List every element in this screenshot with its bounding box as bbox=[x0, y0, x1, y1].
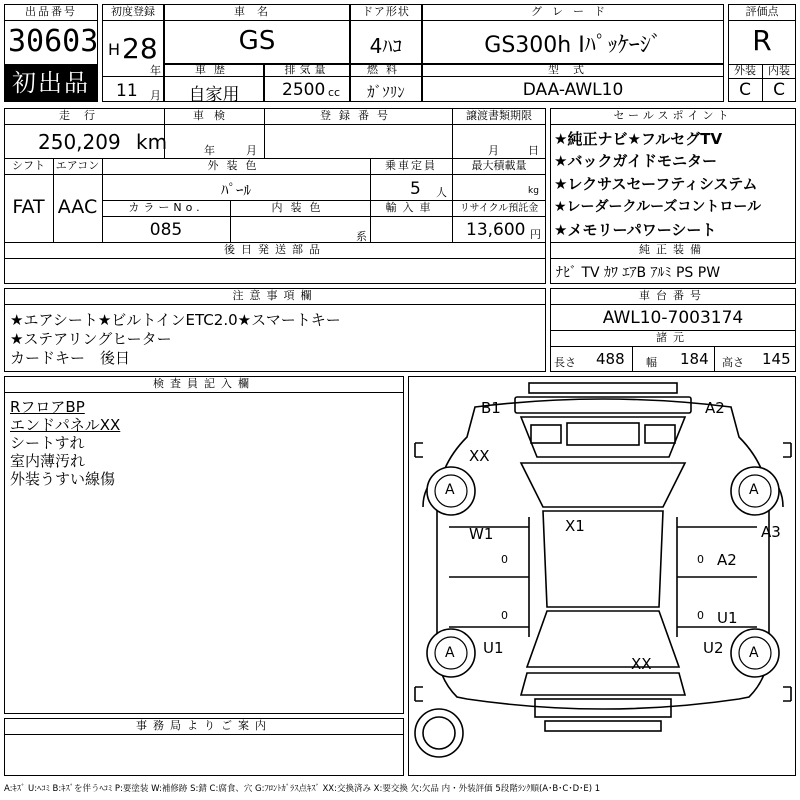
mark-u1-right: U1 bbox=[717, 609, 738, 627]
inspection-month-unit: 月 bbox=[246, 144, 257, 157]
lot-label: 出品番号 bbox=[25, 5, 77, 18]
dimensions-label: 諸元 bbox=[656, 331, 690, 344]
mark-a-left: A bbox=[445, 482, 455, 498]
office-label: 事務局よりご案内 bbox=[136, 719, 272, 732]
model-label: 車名 bbox=[234, 5, 280, 18]
transfer-day: 日 bbox=[528, 144, 539, 157]
sales-point-item: ★メモリーパワーシート bbox=[554, 221, 717, 239]
mark-xx-bottom: XX bbox=[631, 655, 652, 673]
height-label: 高さ bbox=[722, 356, 744, 369]
history-label: 車歴 bbox=[195, 63, 233, 76]
era: H bbox=[108, 40, 121, 59]
reg-year-unit: 年 bbox=[150, 64, 161, 77]
displacement-label: 排気量 bbox=[284, 63, 330, 76]
lot-number: 30603 bbox=[8, 24, 99, 59]
fuel-label: 燃料 bbox=[367, 63, 405, 76]
score-label: 評価点 bbox=[745, 5, 779, 18]
color-no-label: カラーNo. bbox=[128, 201, 204, 214]
int-color-unit: 系 bbox=[356, 230, 367, 243]
model-type: DAA-AWL10 bbox=[522, 80, 624, 100]
capacity-label: 乗車定員 bbox=[385, 159, 437, 172]
inspector-line: シートすれ bbox=[10, 434, 85, 452]
recycle-unit: 円 bbox=[530, 228, 541, 241]
mark-a-bottom-left: A bbox=[445, 645, 455, 661]
mark-a2-top: A2 bbox=[705, 399, 725, 417]
mark-u1-left: U1 bbox=[483, 639, 504, 657]
sales-point-item: ★純正ナビ★フルセグTV bbox=[554, 130, 723, 148]
score: R bbox=[752, 24, 772, 57]
int-color-label: 内装色 bbox=[271, 201, 329, 214]
later-parts-label: 後日発送部品 bbox=[224, 243, 326, 256]
mark-x1: X1 bbox=[565, 517, 585, 535]
mark-zero: 0 bbox=[697, 553, 704, 566]
equipment: ﾅﾋﾞ TV ｶﾜ ｴｱB ｱﾙﾐ PS PW bbox=[556, 265, 721, 281]
shift-label: シフト bbox=[12, 159, 45, 172]
capacity-unit: 人 bbox=[436, 186, 447, 199]
int-label: 内装 bbox=[768, 64, 790, 77]
mark-xx-top: XX bbox=[469, 447, 490, 465]
transfer-month: 月 bbox=[488, 144, 499, 157]
load-unit: kg bbox=[528, 186, 539, 196]
door-type: 4ﾊｺ bbox=[369, 34, 403, 58]
mark-b1: B1 bbox=[481, 399, 501, 417]
note-line: カードキー 後日 bbox=[10, 349, 131, 367]
ac-label: エアコン bbox=[55, 159, 100, 172]
inspector-line: RフロアBP bbox=[10, 398, 85, 416]
ac: AAC bbox=[57, 196, 98, 218]
displacement-unit: cc bbox=[328, 86, 341, 99]
reg-month: 11 bbox=[116, 81, 138, 101]
transfer-label: 譲渡書類期限 bbox=[466, 109, 532, 122]
import-label: 輸入車 bbox=[385, 201, 437, 214]
width-label: 幅 bbox=[646, 356, 657, 369]
mark-a2-right: A2 bbox=[717, 551, 737, 569]
mark-a-bottom-right: A bbox=[749, 645, 759, 661]
note-line: ★エアシート★ビルトインETC2.0★スマートキー bbox=[10, 311, 341, 329]
inspector-line: 外装うすい線傷 bbox=[10, 470, 116, 488]
color-no: 085 bbox=[149, 220, 183, 240]
length-label: 長さ bbox=[554, 356, 576, 369]
chassis-number: AWL10-7003174 bbox=[602, 308, 744, 328]
mark-a-right: A bbox=[749, 482, 759, 498]
model-name: GS bbox=[238, 26, 276, 56]
grade: GS300h Iﾊﾟｯｹｰｼﾞ bbox=[484, 33, 662, 58]
ext-color-label: 外装色 bbox=[207, 159, 265, 172]
inspector-label: 検査員記入欄 bbox=[153, 377, 255, 390]
door-label: ドア形状 bbox=[362, 5, 410, 18]
mark-zero: 0 bbox=[697, 609, 704, 622]
history: 自家用 bbox=[188, 85, 240, 105]
length: 488 bbox=[596, 350, 625, 368]
car-outline bbox=[409, 377, 797, 777]
int-grade: C bbox=[773, 80, 785, 100]
ext-grade: C bbox=[739, 80, 751, 100]
mark-u2: U2 bbox=[703, 639, 724, 657]
ext-color: ﾊﾟｰﾙ bbox=[220, 181, 251, 199]
damage-diagram bbox=[408, 376, 796, 776]
inspector-line: 室内薄汚れ bbox=[10, 452, 86, 470]
mark-w1: W1 bbox=[469, 525, 494, 543]
inspector-line: エンドパネルXX bbox=[10, 416, 121, 434]
width: 184 bbox=[680, 350, 709, 368]
height: 145 bbox=[762, 350, 791, 368]
reg-number-label: 登録番号 bbox=[320, 109, 396, 122]
displacement: 2500 bbox=[282, 80, 326, 100]
fuel: ｶﾞｿﾘﾝ bbox=[367, 83, 405, 101]
sales-point-item: ★レーダークルーズコントロール bbox=[554, 199, 762, 215]
load-label: 最大積載量 bbox=[471, 159, 527, 172]
notes-label: 注意事項欄 bbox=[232, 289, 318, 302]
shift: FAT bbox=[12, 196, 45, 218]
mileage: 250,209 bbox=[38, 130, 121, 154]
recycle-fee: 13,600 bbox=[466, 220, 526, 240]
sales-point-item: ★バックガイドモニター bbox=[554, 152, 717, 170]
inspection-label: 車検 bbox=[193, 109, 235, 122]
equipment-label: 純正装備 bbox=[639, 243, 707, 256]
recycle-label: リサイクル預託金 bbox=[459, 203, 539, 214]
mileage-label: 走行 bbox=[59, 109, 109, 122]
sales-point-item: ★レクサスセーフティシステム bbox=[554, 175, 758, 193]
inspection-year-unit: 年 bbox=[204, 144, 215, 157]
capacity: 5 bbox=[410, 179, 421, 199]
note-line: ★ステアリングヒーター bbox=[10, 330, 172, 348]
first-listing-badge: 初出品 bbox=[4, 64, 98, 102]
mark-zero: 0 bbox=[501, 609, 508, 622]
mark-zero: 0 bbox=[501, 553, 508, 566]
first-reg-label: 初度登録 bbox=[111, 5, 155, 18]
legend: A:ｷｽﾞ U:ﾍｺﾐ B:ｷｽﾞを伴うﾍｺﾐ P:要塗装 W:補修跡 S:錆 C:腐食、穴 G:ﾌﾛﾝﾄｶﾞﾗｽ点ｷｽﾞ XX:交換済み X:要交換 欠:欠品 内・外装評価 5段階ﾗﾝｸ順(A･B･C･D･E) 1 bbox=[4, 784, 601, 794]
ext-label: 外装 bbox=[734, 64, 756, 77]
reg-year: 28 bbox=[122, 32, 158, 65]
chassis-label: 車台番号 bbox=[639, 289, 707, 302]
mark-a3: A3 bbox=[761, 523, 781, 541]
reg-month-unit: 月 bbox=[150, 89, 161, 102]
mileage-unit: km bbox=[136, 130, 168, 154]
type-label: 型式 bbox=[548, 63, 598, 76]
grade-label: グレード bbox=[531, 5, 615, 18]
sales-points-label: セールスポイント bbox=[613, 109, 733, 122]
